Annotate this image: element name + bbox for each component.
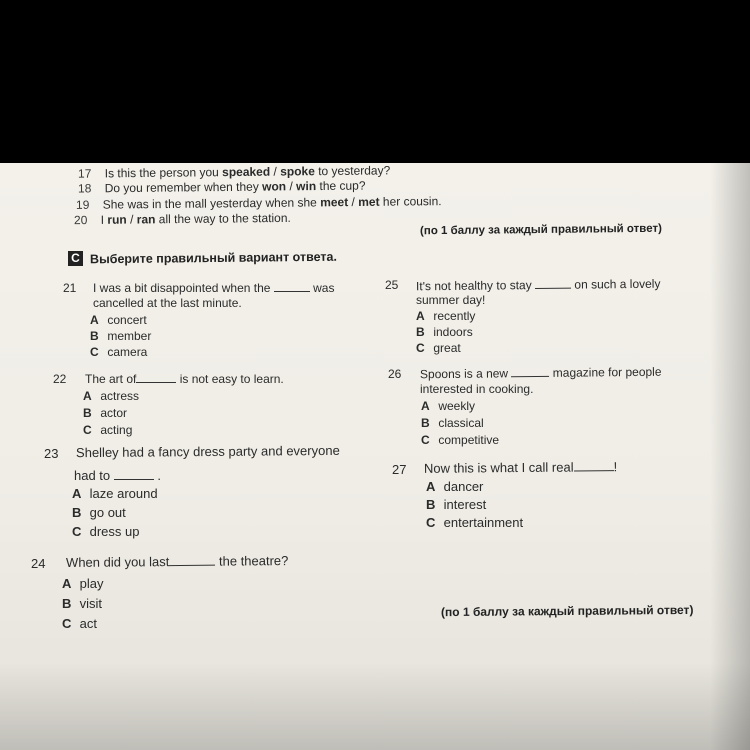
option-2: win xyxy=(296,179,317,194)
question-text-line2: cancelled at the last minute. xyxy=(93,296,242,310)
option-c xyxy=(62,616,97,631)
question-text-line2: interested in cooking. xyxy=(420,382,534,396)
option-text: classical xyxy=(438,416,484,430)
option-letter: A xyxy=(416,309,425,323)
question-text-part: on such a lovely xyxy=(574,276,661,292)
question-text-part: I was a bit disappointed when the xyxy=(93,281,271,295)
option-b xyxy=(72,505,126,520)
option-text: interest xyxy=(443,497,487,512)
option-1: run xyxy=(107,212,127,227)
option-letter: C xyxy=(426,515,436,530)
answer-blank xyxy=(136,372,176,383)
option-text: concert xyxy=(107,313,147,327)
option-a xyxy=(83,389,139,403)
score-note-bottom: (по 1 баллу за каждый правильный ответ) xyxy=(440,602,694,620)
question-text-part: ! xyxy=(613,459,618,475)
question-text-part: Now this is what I call real xyxy=(423,459,574,476)
option-text: competitive xyxy=(438,433,500,447)
item-text-end: to yesterday? xyxy=(314,163,391,179)
question-text-part: The art of xyxy=(85,372,137,386)
item-19 xyxy=(76,194,442,212)
option-letter: A xyxy=(72,486,82,501)
section-letter-badge: C xyxy=(68,251,83,266)
option-letter: A xyxy=(421,399,430,413)
question-number: 27 xyxy=(392,462,407,477)
option-letter: A xyxy=(62,576,72,591)
question-text-part: When did you last xyxy=(65,554,170,570)
option-1: speaked xyxy=(222,164,271,180)
question-text-part: is not easy to learn. xyxy=(179,372,284,386)
item-number: 18 xyxy=(77,181,92,196)
option-letter: A xyxy=(90,313,99,327)
option-text: entertainment xyxy=(443,515,524,530)
option-c xyxy=(421,433,499,447)
question-text-part: had to xyxy=(74,468,111,483)
option-text: weekly xyxy=(438,399,476,413)
answer-blank xyxy=(511,366,549,377)
item-number: 17 xyxy=(77,166,92,181)
question-text-part: Spoons is a new xyxy=(419,366,509,382)
option-text: act xyxy=(79,616,97,631)
option-a xyxy=(90,313,147,327)
option-letter: C xyxy=(421,433,430,447)
option-text: dancer xyxy=(443,479,484,494)
question-number: 25 xyxy=(385,278,399,292)
worksheet-page xyxy=(0,163,750,750)
option-a xyxy=(62,576,103,591)
question-text-part: the theatre? xyxy=(218,553,289,569)
option-letter: A xyxy=(426,479,436,494)
item-number: 19 xyxy=(75,197,90,212)
option-a xyxy=(416,309,475,323)
question-text xyxy=(93,281,334,295)
separator: / xyxy=(348,194,359,210)
option-b xyxy=(426,497,486,512)
separator: / xyxy=(126,212,137,227)
option-c xyxy=(90,345,147,359)
option-letter: C xyxy=(83,423,92,437)
answer-blank xyxy=(169,555,215,566)
separator: / xyxy=(270,164,281,179)
page-edge-shadow xyxy=(710,163,750,750)
option-letter: B xyxy=(416,325,425,339)
option-2: met xyxy=(358,194,380,209)
question-text-part: It's not healthy to stay xyxy=(415,278,532,294)
item-text: Do you remember when they xyxy=(104,179,263,196)
option-letter: B xyxy=(72,505,82,520)
question-text xyxy=(66,553,288,570)
option-2: spoke xyxy=(280,164,315,179)
item-text-end: all the way to the station. xyxy=(155,210,291,227)
option-letter: A xyxy=(83,389,92,403)
option-text: camera xyxy=(107,345,148,359)
option-b xyxy=(83,406,127,420)
item-text: I xyxy=(100,212,108,227)
answer-blank xyxy=(535,278,571,289)
option-b xyxy=(90,329,151,343)
answer-blank xyxy=(574,460,614,471)
question-number: 26 xyxy=(388,367,402,381)
option-a xyxy=(72,486,158,501)
option-2: ran xyxy=(136,212,156,227)
item-text: She was in the mall yesterday when she xyxy=(102,195,321,212)
question-text: Shelley had a fancy dress party and everyone xyxy=(75,442,340,461)
option-letter: B xyxy=(421,416,430,430)
option-text: indoors xyxy=(433,325,473,339)
option-1: meet xyxy=(320,195,349,210)
option-c xyxy=(426,515,523,530)
question-text xyxy=(424,459,617,476)
item-18 xyxy=(78,178,366,195)
option-b xyxy=(62,596,102,611)
answer-blank xyxy=(114,469,154,480)
option-text: play xyxy=(79,576,104,591)
option-text: recently xyxy=(433,309,476,323)
separator: / xyxy=(286,179,297,194)
option-text: laze around xyxy=(89,486,158,501)
option-letter: B xyxy=(62,596,72,611)
question-text-line2 xyxy=(74,468,161,483)
section-heading: Выберите правильный вариант ответа. xyxy=(89,249,338,267)
option-c xyxy=(83,423,132,437)
option-c xyxy=(416,341,461,355)
option-text: acting xyxy=(100,423,133,437)
option-letter: B xyxy=(90,329,99,343)
question-number: 21 xyxy=(63,281,77,295)
option-1: won xyxy=(262,179,287,194)
question-text xyxy=(416,277,661,294)
option-text: member xyxy=(107,329,152,343)
question-text xyxy=(420,365,662,382)
item-text-end: her cousin. xyxy=(379,194,442,209)
option-text: go out xyxy=(89,505,126,520)
option-letter: C xyxy=(62,616,72,631)
question-number: 24 xyxy=(31,556,46,571)
item-text: Is this the person you xyxy=(104,165,223,181)
option-text: actor xyxy=(100,406,128,420)
option-b xyxy=(421,416,484,430)
option-letter: C xyxy=(416,341,425,355)
option-c xyxy=(72,524,140,539)
question-number: 23 xyxy=(44,446,59,461)
question-number: 22 xyxy=(53,372,67,386)
option-text: visit xyxy=(79,596,103,611)
option-letter: B xyxy=(426,497,436,512)
option-letter: C xyxy=(72,524,82,539)
item-20 xyxy=(74,211,291,227)
option-text: dress up xyxy=(89,524,140,539)
option-text: great xyxy=(433,341,461,355)
option-text: actress xyxy=(100,389,140,403)
option-a xyxy=(421,399,475,413)
question-text-part: was xyxy=(313,281,335,295)
item-text-end: the cup? xyxy=(316,178,366,194)
page-shadow xyxy=(0,663,750,750)
option-b xyxy=(416,325,473,339)
question-text xyxy=(85,372,284,386)
question-text-part: magazine for people xyxy=(552,364,662,380)
question-text-line2: summer day! xyxy=(416,293,486,307)
option-a xyxy=(426,479,483,494)
answer-blank xyxy=(274,281,310,292)
option-letter: C xyxy=(90,345,99,359)
score-note-top: (по 1 баллу за каждый правильный ответ) xyxy=(419,222,662,238)
option-letter: B xyxy=(83,406,92,420)
item-number: 20 xyxy=(73,212,88,228)
question-text-part: . xyxy=(157,468,162,483)
